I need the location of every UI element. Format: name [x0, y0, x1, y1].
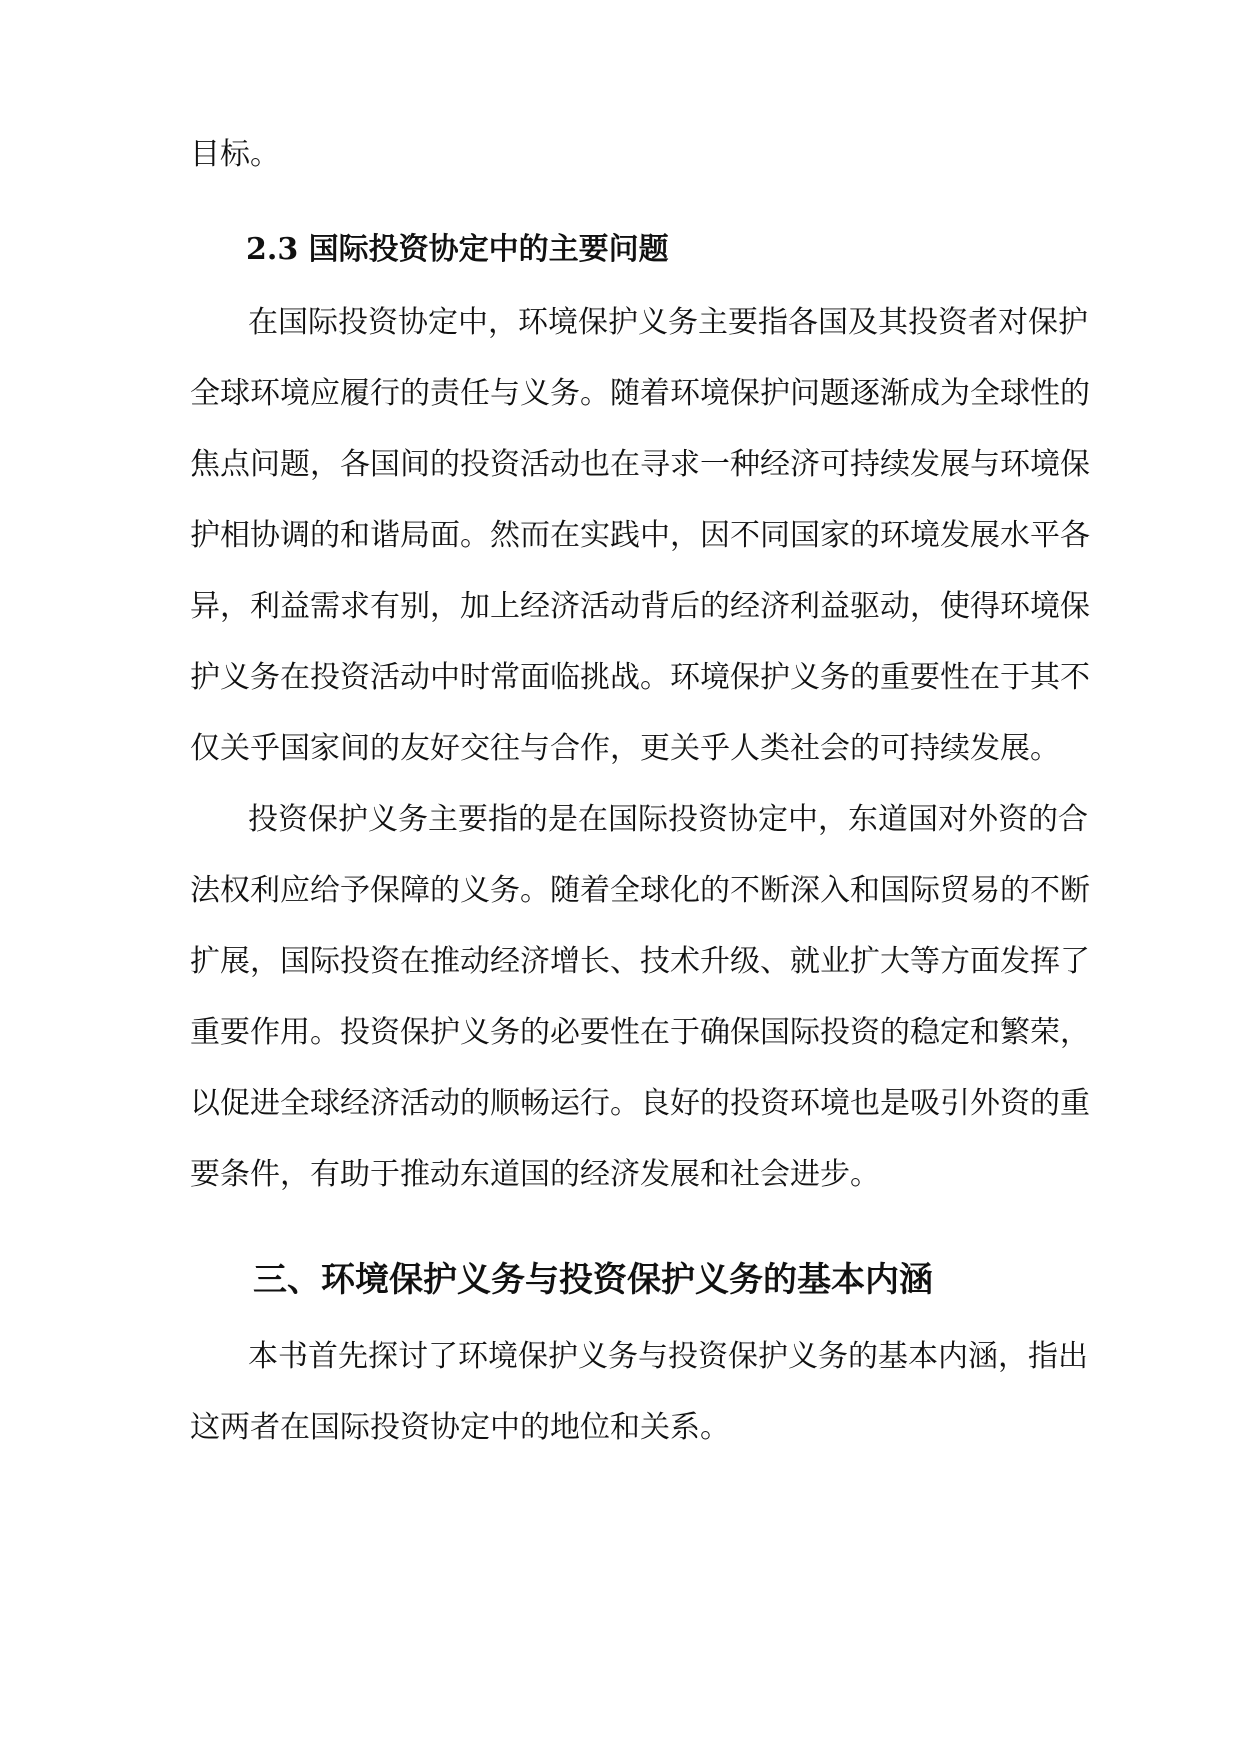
- paragraph-line: 护相协调的和谐局面。然而在实践中，因不同国家的环境发展水平各: [190, 518, 1090, 553]
- paragraph-line: 异，利益需求有别，加上经济活动背后的经济利益驱动，使得环境保: [190, 589, 1090, 624]
- paragraph-line: 仅关乎国家间的友好交往与合作，更关乎人类社会的可持续发展。: [190, 731, 1060, 766]
- paragraph-line: 法权利应给予保障的义务。随着全球化的不断深入和国际贸易的不断: [190, 873, 1090, 908]
- paragraph-line: 全球环境应履行的责任与义务。随着环境保护问题逐渐成为全球性的: [190, 376, 1090, 411]
- section-heading: 2.3 国际投资协定中的主要问题: [246, 232, 669, 267]
- top-fragment-text: 目标。: [190, 137, 280, 172]
- paragraph-line: 重要作用。投资保护义务的必要性在于确保国际投资的稳定和繁荣，: [190, 1015, 1090, 1050]
- chapter-heading: 三、环境保护义务与投资保护义务的基本内涵: [253, 1260, 933, 1300]
- paragraph-line: 要条件，有助于推动东道国的经济发展和社会进步。: [190, 1157, 880, 1192]
- paragraph-line: 本书首先探讨了环境保护义务与投资保护义务的基本内涵，指出: [248, 1339, 1088, 1374]
- paragraph-line: 这两者在国际投资协定中的地位和关系。: [190, 1410, 730, 1445]
- paragraph-line: 扩展，国际投资在推动经济增长、技术升级、就业扩大等方面发挥了: [190, 944, 1090, 979]
- paragraph-line: 投资保护义务主要指的是在国际投资协定中，东道国对外资的合: [248, 802, 1088, 837]
- paragraph-line: 以促进全球经济活动的顺畅运行。良好的投资环境也是吸引外资的重: [190, 1086, 1090, 1121]
- paragraph-line: 护义务在投资活动中时常面临挑战。环境保护义务的重要性在于其不: [190, 660, 1090, 695]
- paragraph-line: 在国际投资协定中，环境保护义务主要指各国及其投资者对保护: [248, 305, 1088, 340]
- paragraph-line: 焦点问题，各国间的投资活动也在寻求一种经济可持续发展与环境保: [190, 447, 1090, 482]
